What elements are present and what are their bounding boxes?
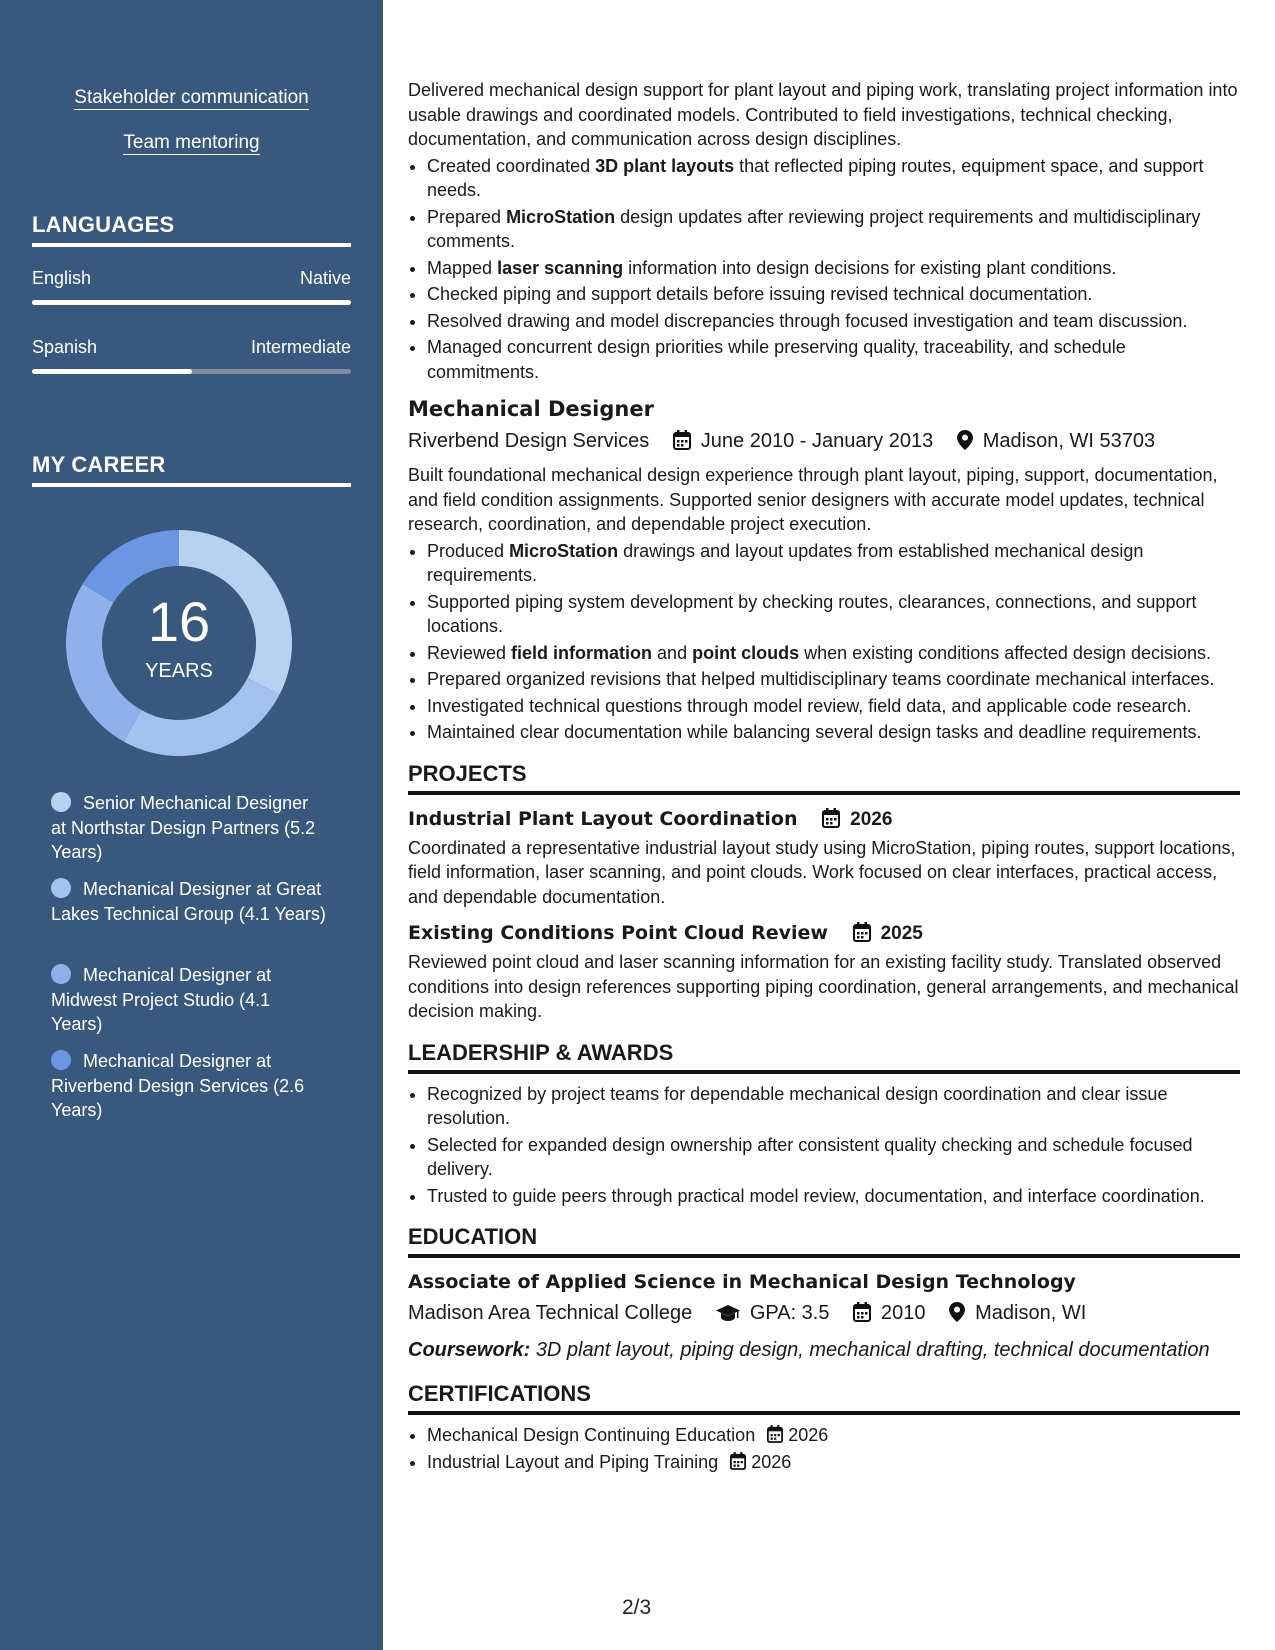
job-bullets: [408, 539, 1240, 745]
language-level: Intermediate: [250, 337, 351, 357]
map-pin-icon: [949, 1301, 965, 1331]
career-item: [51, 963, 326, 1037]
project-description: Reviewed point cloud and laser scanning information for an existing facility study. Translated observed conditions into design references supporting piping coordination, general arrangements, and mechanical decision making.: [408, 952, 1239, 1021]
education-heading: EDUCATION: [408, 1224, 1240, 1258]
career-item: [51, 877, 326, 926]
job-bullet: • Investigated technical questions through model review, field data, and applicable code research.: [427, 694, 1240, 719]
company-name: Riverbend Design Services: [408, 430, 650, 452]
certification-item: [427, 1423, 1240, 1448]
job-bullet: • Produced MicroStation drawings and layout updates from established mechanical design requirements.: [427, 539, 1240, 588]
calendar-icon: [767, 1425, 783, 1445]
language-name: Spanish: [32, 337, 98, 357]
certifications-section: [408, 1381, 1240, 1474]
languages-heading: LANGUAGES: [32, 212, 351, 247]
job-bullet: • Prepared organized revisions that helped multidisciplinary teams coordinate mechanical interfaces.: [427, 667, 1240, 692]
job-bullet: • Created coordinated 3D plant layouts that reflected piping routes, equipment space, and support needs.: [427, 154, 1240, 203]
project-title: Industrial Plant Layout Coordination: [408, 807, 798, 830]
main-content: [408, 78, 1240, 1476]
job-bullet: • Resolved drawing and model discrepancies through focused investigation and team discussion.: [427, 309, 1240, 334]
job-bullet: • Prepared MicroStation design updates after reviewing project requirements and multidisciplinary comments.: [427, 205, 1240, 254]
certification-name: Industrial Layout and Piping Training: [427, 1451, 719, 1472]
education-section: [408, 1224, 1240, 1365]
career-dot-icon: [51, 878, 71, 898]
career-item-label: Mechanical Designer at Riverbend Design Services (2.6 Years): [51, 1051, 305, 1120]
project-year: 2025: [880, 923, 923, 944]
job-bullet: • Mapped laser scanning information into design decisions for existing plant conditions.: [427, 256, 1240, 281]
leadership-bullet: • Recognized by project teams for dependable mechanical design coordination and clear issue resolution.: [427, 1082, 1240, 1131]
certification-year: 2026: [788, 1425, 829, 1445]
coursework-text: 3D plant layout, piping design, mechanical drafting, technical documentation: [535, 1339, 1210, 1361]
job-dates: June 2010 - January 2013: [700, 430, 934, 452]
graduation-cap-icon: [716, 1301, 740, 1331]
skill-link[interactable]: [0, 87, 383, 109]
page-number: 2/3: [622, 1596, 652, 1619]
degree-title: Associate of Applied Science in Mechanical Design Technology: [408, 1271, 1076, 1293]
language-bar-fill: [32, 300, 351, 305]
education-location: Madison, WI: [975, 1302, 1087, 1324]
job-location: Madison, WI 53703: [982, 430, 1156, 452]
project-year: 2026: [850, 808, 893, 830]
job-description: Delivered mechanical design support for plant layout and piping work, translating project information into usable drawings and coordinated models. Contributed to field investigations, technical checking, documentation, and communication across design disciplines.: [408, 80, 1238, 149]
education-gpa: GPA: 3.5: [749, 1302, 830, 1324]
career-dot-icon: [51, 1050, 71, 1070]
job-bullet: • Maintained clear documentation while balancing several design tasks and deadline requirements.: [427, 720, 1240, 745]
donut-segment: [66, 584, 141, 742]
project-title-row: [408, 805, 1240, 836]
career-total-unit: YEARS: [145, 660, 213, 682]
career-donut-chart: [66, 530, 292, 756]
coursework-label: Coursework:: [408, 1339, 531, 1361]
certification-list: [408, 1423, 1240, 1474]
leadership-bullet: • Trusted to guide peers through practical model review, documentation, and interface coordination.: [427, 1184, 1240, 1209]
project-description: Coordinated a representative industrial layout study using MicroStation, piping routes, support locations, field information, laser scanning, and point clouds. Work focused on clear interfaces, practical access, and dependable documentation.: [408, 837, 1236, 907]
career-heading: MY CAREER: [32, 452, 351, 487]
career-total-years: 16: [147, 590, 211, 653]
sidebar: [0, 0, 383, 1650]
education-year: 2010: [881, 1302, 926, 1324]
language-bar-fill: [32, 369, 192, 374]
language-level: Native: [299, 268, 351, 288]
map-pin-icon: [957, 429, 973, 459]
job-bullet: • Reviewed field information and point clouds when existing conditions affected design decisions.: [427, 641, 1240, 666]
leadership-bullets: [408, 1082, 1240, 1209]
leadership-section: [408, 1040, 1240, 1209]
certification-year: 2026: [751, 1451, 792, 1472]
projects-section: [408, 761, 1240, 1024]
career-item: [51, 1049, 326, 1123]
education-meta: [408, 1298, 1240, 1331]
job-bullets: [408, 154, 1240, 385]
coursework: [408, 1335, 1240, 1365]
project-title: Existing Conditions Point Cloud Review: [408, 922, 828, 944]
career-item-label: Mechanical Designer at Midwest Project Studio (4.1 Years): [51, 965, 272, 1034]
certification-item: [427, 1450, 1240, 1475]
leadership-bullet: • Selected for expanded design ownership after consistent quality checking and schedule focused delivery.: [427, 1133, 1240, 1182]
career-item-label: Senior Mechanical Designer at Northstar Design Partners (5.2 Years): [51, 793, 316, 862]
job-bullet: • Managed concurrent design priorities while preserving quality, traceability, and schedule commitments.: [427, 335, 1240, 384]
language-bar: [32, 300, 351, 305]
skill-label: Team mentoring: [123, 132, 260, 153]
job-title: Mechanical Designer: [408, 397, 654, 421]
career-item-label: Mechanical Designer at Great Lakes Technical Group (4.1 Years): [51, 879, 326, 924]
project-title-row: [408, 919, 1240, 950]
calendar-icon: [822, 808, 840, 836]
experience-entry: [408, 394, 1240, 745]
career-dot-icon: [51, 792, 71, 812]
leadership-heading: LEADERSHIP & AWARDS: [408, 1040, 1240, 1074]
experience-entry: [408, 78, 1240, 384]
language-bar: [32, 369, 351, 374]
job-meta: [408, 426, 1240, 459]
donut-segment: [124, 678, 280, 756]
language-name: English: [32, 268, 92, 288]
job-bullet: • Checked piping and support details before issuing revised technical documentation.: [427, 282, 1240, 307]
projects-heading: PROJECTS: [408, 761, 1240, 795]
calendar-icon: [673, 429, 691, 459]
job-bullet: • Supported piping system development by checking routes, clearances, connections, and support locations.: [427, 590, 1240, 639]
project-entry: [408, 805, 1240, 910]
job-description: Built foundational mechanical design experience through plant layout, piping, support, documentation, and field condition assignments. Supported senior designers with accurate model updates, technical research, coordination, and dependable project execution.: [408, 465, 1218, 534]
project-entry: [408, 919, 1240, 1024]
calendar-icon: [853, 922, 871, 950]
calendar-icon: [853, 1301, 871, 1331]
career-item: [51, 791, 326, 865]
calendar-icon: [730, 1452, 746, 1472]
certification-name: Mechanical Design Continuing Education: [427, 1425, 756, 1445]
certifications-heading: CERTIFICATIONS: [408, 1381, 1240, 1415]
skill-label: Stakeholder communication: [74, 87, 309, 108]
school-name: Madison Area Technical College: [408, 1302, 693, 1324]
career-dot-icon: [51, 964, 71, 984]
skill-link[interactable]: [0, 132, 383, 154]
